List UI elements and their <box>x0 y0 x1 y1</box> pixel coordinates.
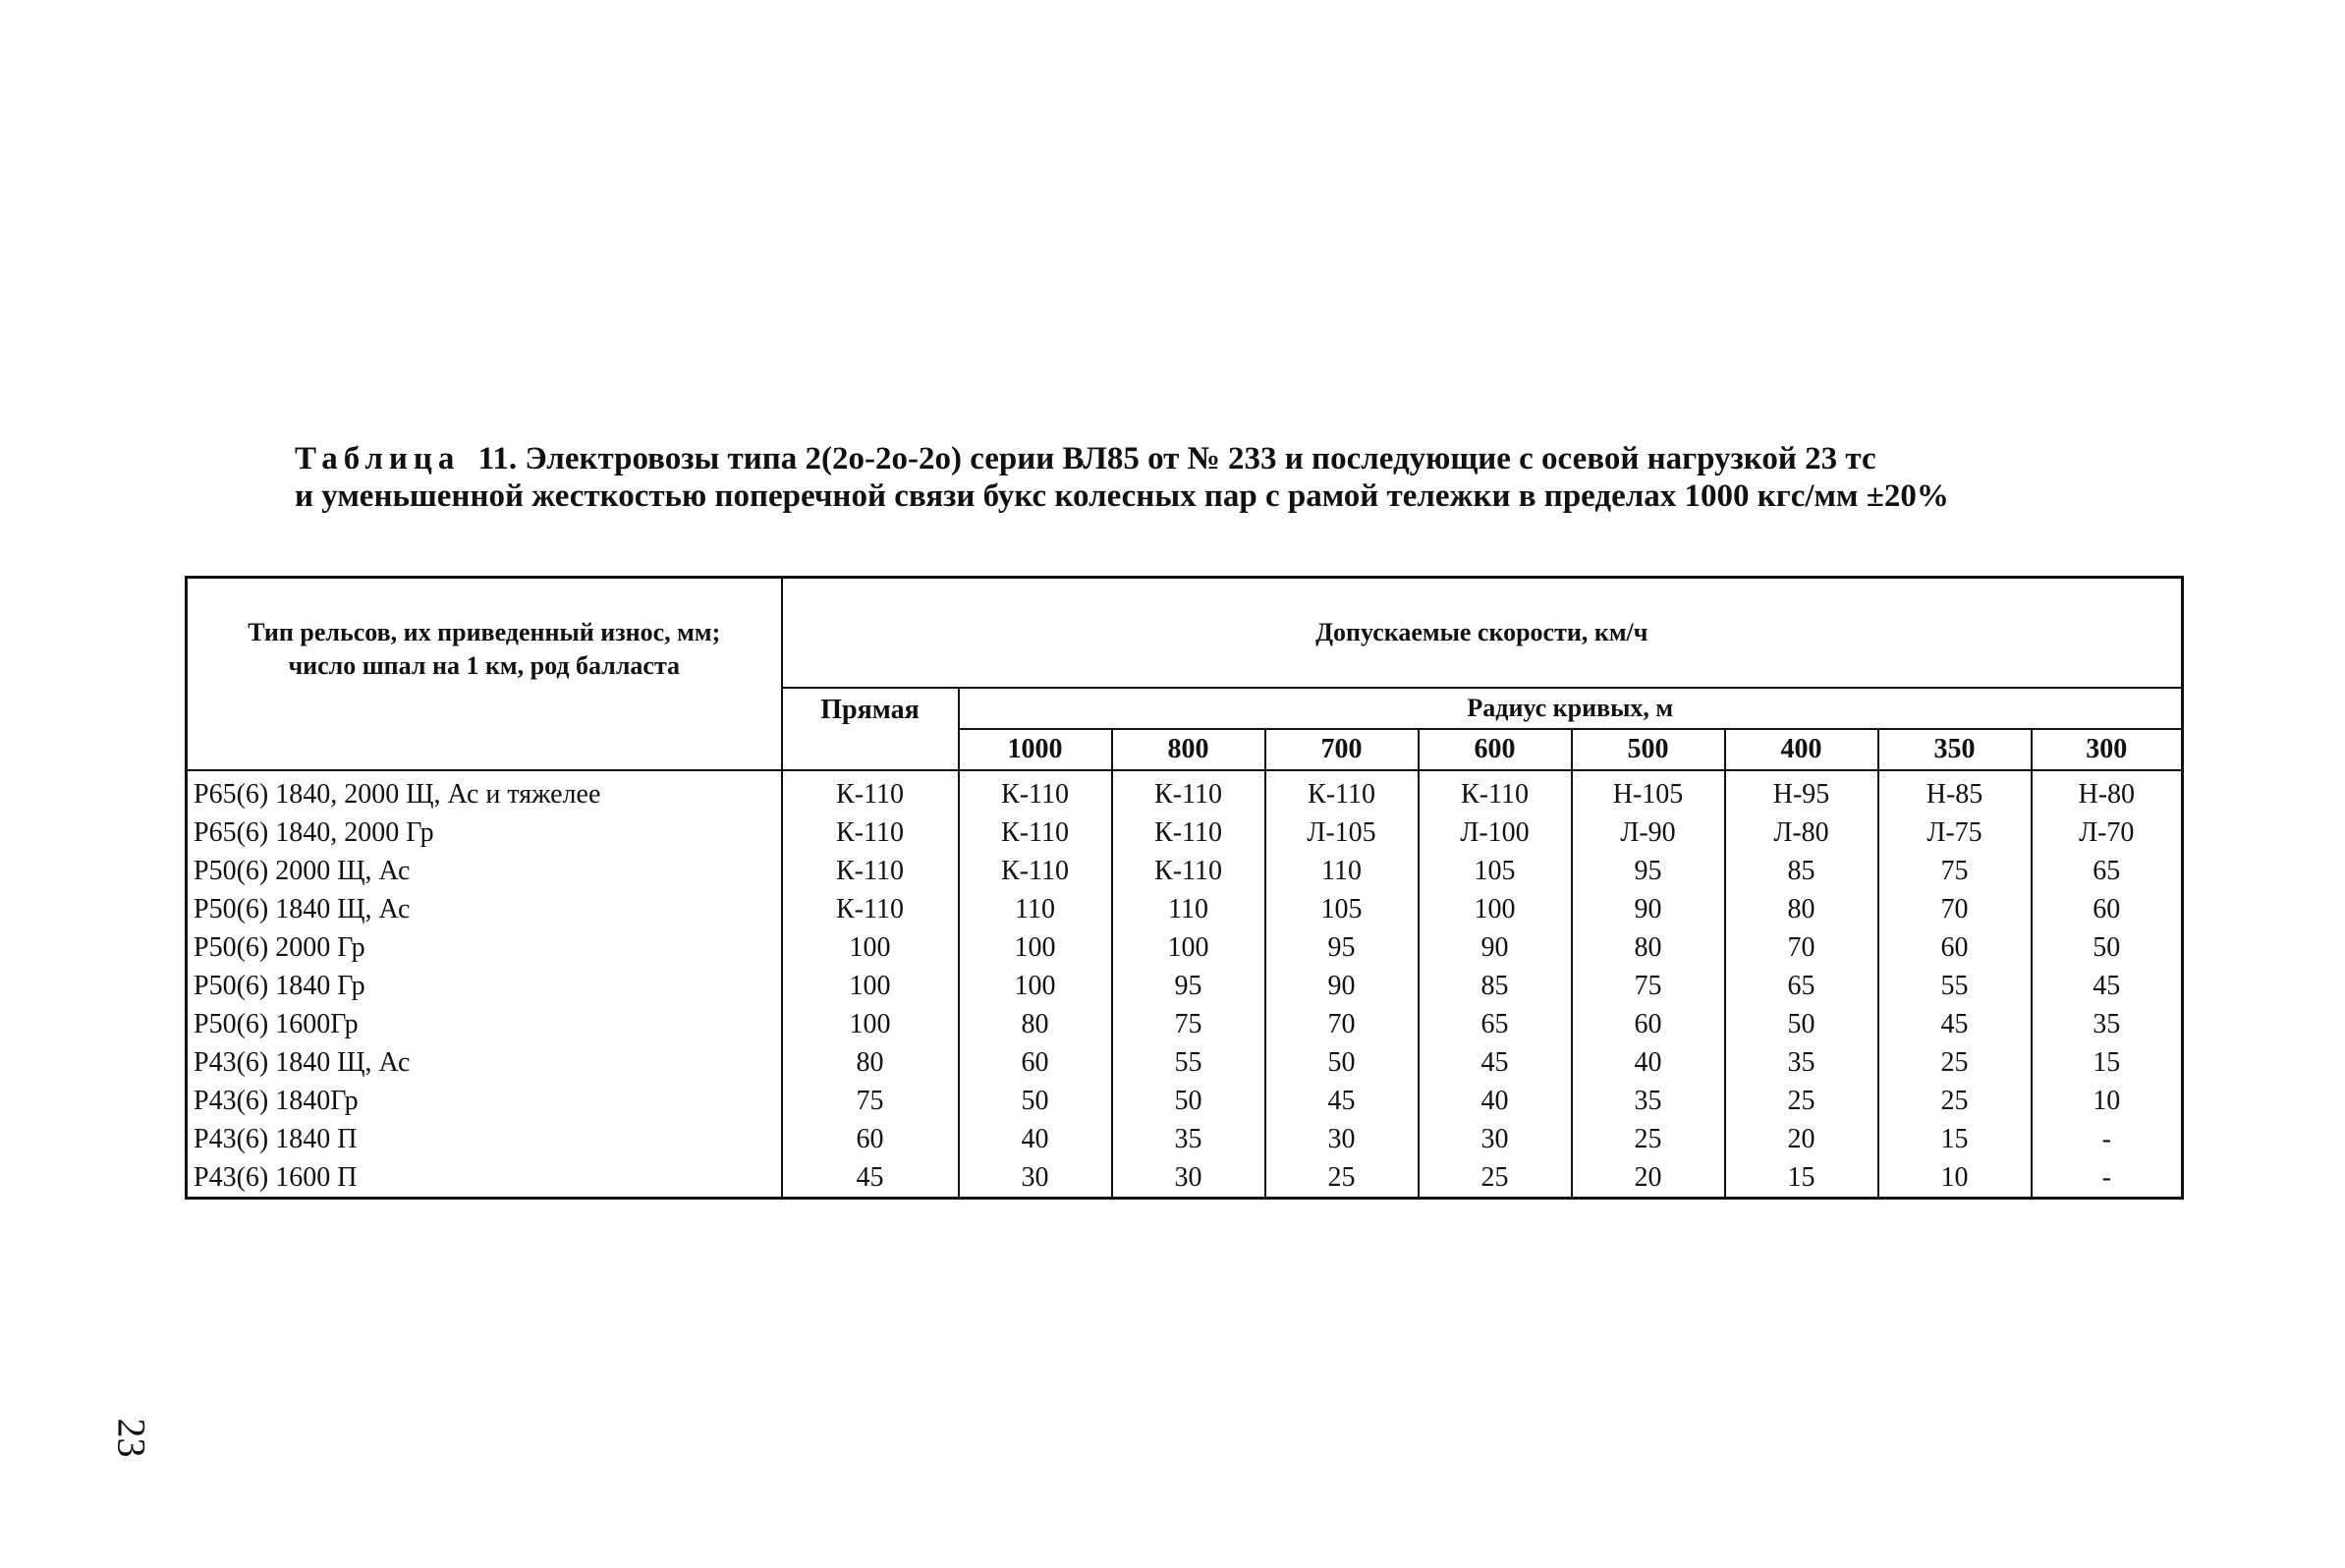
curve-speed-cell: 20 <box>1725 1120 1878 1158</box>
curve-speed-cell: 65 <box>1419 1005 1572 1043</box>
curve-speed-cell: 50 <box>1265 1043 1419 1082</box>
curve-speed-cell: 55 <box>1878 967 2032 1005</box>
curve-speed-cell: 105 <box>1265 890 1419 928</box>
curve-speed-cell: 70 <box>1725 928 1878 967</box>
curve-speed-cell: 90 <box>1419 928 1572 967</box>
curve-speed-cell: Л-105 <box>1265 813 1419 852</box>
curve-speed-cell: 30 <box>1419 1120 1572 1158</box>
curve-speed-cell: 45 <box>2093 970 2121 1001</box>
table-row <box>187 770 2183 813</box>
radius-column-header: 400 <box>1725 729 1878 770</box>
curve-speed-cell: 95 <box>1265 928 1419 967</box>
curve-speed-cell: 35 <box>1725 1043 1878 1082</box>
curve-speed-cell: 80 <box>1725 890 1878 928</box>
table-row <box>187 890 2183 928</box>
radius-column-header: 500 <box>1572 729 1725 770</box>
speed-table <box>185 576 2184 1200</box>
curve-speed-cell: Н-95 <box>1725 770 1878 813</box>
curve-speed-cell: 40 <box>1572 1043 1725 1082</box>
table-caption <box>295 440 2083 515</box>
curve-speed-cell: 75 <box>1112 1005 1265 1043</box>
curve-speed-cell: 60 <box>959 1043 1112 1082</box>
curve-speed-cell: 50 <box>1112 1082 1265 1120</box>
rail-type-cell: Р43(6) 1600 П <box>187 1158 782 1199</box>
curve-speed-cell: К-110 <box>1265 770 1419 813</box>
curve-speed-cell: 110 <box>1265 852 1419 890</box>
curve-speed-cell: Л-70 <box>2079 816 2135 848</box>
table-row <box>187 928 2183 967</box>
curve-speed-cell: 80 <box>1572 928 1725 967</box>
curve-speed-cell: К-110 <box>1419 770 1572 813</box>
curve-speed-cell: 75 <box>1572 967 1725 1005</box>
curve-speed-cell: 25 <box>1419 1158 1572 1199</box>
curve-speed-cell: 65 <box>2093 855 2121 886</box>
curve-speed-cell: 105 <box>1419 852 1572 890</box>
curve-speed-cell: 100 <box>1419 890 1572 928</box>
table-row <box>187 1043 2183 1082</box>
straight-speed-cell: К-110 <box>782 852 959 890</box>
curve-speed-cell: Л-90 <box>1572 813 1725 852</box>
curve-speed-cell: 70 <box>1878 890 2032 928</box>
caption-label: Таблица <box>295 441 461 476</box>
curve-speed-cell: Н-80 <box>2078 778 2136 810</box>
curve-speed-cell: 80 <box>959 1005 1112 1043</box>
table-row <box>187 1158 2183 1199</box>
curve-speed-cell: 85 <box>1725 852 1878 890</box>
curve-speed-cell: К-110 <box>959 852 1112 890</box>
curve-speed-cell: 75 <box>1878 852 2032 890</box>
curve-speed-cell: К-110 <box>1112 770 1265 813</box>
page-number: 23 <box>109 1418 154 1458</box>
straight-speed-cell: 100 <box>782 967 959 1005</box>
curve-speed-cell: 90 <box>1572 890 1725 928</box>
curve-speed-cell: 15 <box>1725 1158 1878 1199</box>
curve-speed-cell: 45 <box>1265 1082 1419 1120</box>
curve-speed-cell: 25 <box>1878 1082 2032 1120</box>
curve-speed-cell: 70 <box>1265 1005 1419 1043</box>
curve-speed-cell: 20 <box>1572 1158 1725 1199</box>
caption-line-1: Электровозы типа 2(2о-2о-2о) серии ВЛ85 от № 233 и последующие с осевой нагрузкой 23 тс <box>525 441 1876 476</box>
curve-speed-cell: Н-105 <box>1572 770 1725 813</box>
curve-speed-cell: К-110 <box>959 770 1112 813</box>
curve-speed-cell: 95 <box>1112 967 1265 1005</box>
straight-speed-cell: К-110 <box>782 890 959 928</box>
curve-speed-cell: 55 <box>1112 1043 1265 1082</box>
radius-column-header: 600 <box>1419 729 1572 770</box>
curve-speed-cell: 25 <box>1878 1043 2032 1082</box>
curve-speed-cell: 65 <box>1725 967 1878 1005</box>
curve-speed-cell: 100 <box>1112 928 1265 967</box>
curve-speed-cell: 100 <box>959 928 1112 967</box>
curve-speed-cell: 30 <box>1265 1120 1419 1158</box>
curve-speed-cell: 30 <box>1112 1158 1265 1199</box>
curve-speed-cell: К-110 <box>1112 813 1265 852</box>
curve-speed-cell: 60 <box>2093 893 2121 924</box>
curve-speed-cell: 85 <box>1419 967 1572 1005</box>
rail-type-cell: Р50(6) 1840 Гр <box>187 967 782 1005</box>
rail-type-cell: Р50(6) 2000 Гр <box>187 928 782 967</box>
rail-type-cell: Р65(6) 1840, 2000 Гр <box>187 813 782 852</box>
curve-speed-cell: К-110 <box>959 813 1112 852</box>
caption-number: 11. <box>477 441 518 476</box>
rail-type-cell: Р65(6) 1840, 2000 Щ, Ас и тяжелее <box>187 770 782 813</box>
rail-type-cell: Р43(6) 1840Гр <box>187 1082 782 1120</box>
curve-speed-cell: 45 <box>1419 1043 1572 1082</box>
rail-type-cell: Р43(6) 1840 Щ, Ас <box>187 1043 782 1082</box>
curve-speed-cell: 100 <box>959 967 1112 1005</box>
straight-track-header: Прямая <box>782 688 959 770</box>
curve-speed-cell: 110 <box>959 890 1112 928</box>
caption-line-2: и уменьшенной жесткостью поперечной связи букс колесных пар с рамой тележки в пределах 1000 кгс/мм ±20% <box>295 478 1949 514</box>
rail-type-cell: Р50(6) 2000 Щ, Ас <box>187 852 782 890</box>
radius-column-header: 350 <box>1878 729 2032 770</box>
straight-speed-cell: 60 <box>782 1120 959 1158</box>
curve-speed-cell: 25 <box>1725 1082 1878 1120</box>
radius-column-header: 1000 <box>959 729 1112 770</box>
curve-speed-cell: 15 <box>2093 1046 2121 1078</box>
curve-speed-cell: 35 <box>2093 1008 2121 1039</box>
curve-speed-cell: Л-100 <box>1419 813 1572 852</box>
straight-speed-cell: 100 <box>782 928 959 967</box>
radius-column-header: 300 <box>2032 729 2183 770</box>
rail-type-cell: Р50(6) 1840 Щ, Ас <box>187 890 782 928</box>
table-row <box>187 1082 2183 1120</box>
curve-speed-cell: 25 <box>1265 1158 1419 1199</box>
curve-speed-cell: 50 <box>2093 931 2121 963</box>
table-row <box>187 813 2183 852</box>
curve-speed-cell: 50 <box>1725 1005 1878 1043</box>
table-row <box>187 1005 2183 1043</box>
curve-speed-cell: 35 <box>1112 1120 1265 1158</box>
curve-speed-cell: 95 <box>1572 852 1725 890</box>
curve-speed-cell: - <box>2101 1161 2111 1193</box>
curve-speed-cell: - <box>2101 1123 2111 1154</box>
straight-speed-cell: 80 <box>782 1043 959 1082</box>
straight-speed-cell: К-110 <box>782 813 959 852</box>
curve-speed-cell: 60 <box>1572 1005 1725 1043</box>
curve-radius-header: Радиус кривых, м <box>959 688 2183 729</box>
curve-speed-cell: 90 <box>1265 967 1419 1005</box>
radius-column-header: 800 <box>1112 729 1265 770</box>
straight-speed-cell: К-110 <box>782 770 959 813</box>
curve-speed-cell: 35 <box>1572 1082 1725 1120</box>
permitted-speeds-header: Допускаемые скорости, км/ч <box>782 578 2183 689</box>
straight-speed-cell: 45 <box>782 1158 959 1199</box>
table-row <box>187 967 2183 1005</box>
radius-column-header: 700 <box>1265 729 1419 770</box>
curve-speed-cell: 110 <box>1112 890 1265 928</box>
curve-speed-cell: 40 <box>959 1120 1112 1158</box>
curve-speed-cell: 45 <box>1878 1005 2032 1043</box>
table-row <box>187 852 2183 890</box>
curve-speed-cell: 40 <box>1419 1082 1572 1120</box>
straight-speed-cell: 75 <box>782 1082 959 1120</box>
curve-speed-cell: 25 <box>1572 1120 1725 1158</box>
straight-speed-cell: 100 <box>782 1005 959 1043</box>
curve-speed-cell: 60 <box>1878 928 2032 967</box>
curve-speed-cell: Л-80 <box>1725 813 1878 852</box>
curve-speed-cell: 50 <box>959 1082 1112 1120</box>
curve-speed-cell: Н-85 <box>1878 770 2032 813</box>
rail-type-header: Тип рельсов, их приведенный износ, мм; число шпал на 1 км, род балласта <box>187 578 782 771</box>
curve-speed-cell: Л-75 <box>1878 813 2032 852</box>
curve-speed-cell: 30 <box>959 1158 1112 1199</box>
rail-type-cell: Р50(6) 1600Гр <box>187 1005 782 1043</box>
curve-speed-cell: 10 <box>1878 1158 2032 1199</box>
rail-type-cell: Р43(6) 1840 П <box>187 1120 782 1158</box>
table-row <box>187 1120 2183 1158</box>
curve-speed-cell: К-110 <box>1112 852 1265 890</box>
curve-speed-cell: 10 <box>2093 1085 2121 1116</box>
curve-speed-cell: 15 <box>1878 1120 2032 1158</box>
